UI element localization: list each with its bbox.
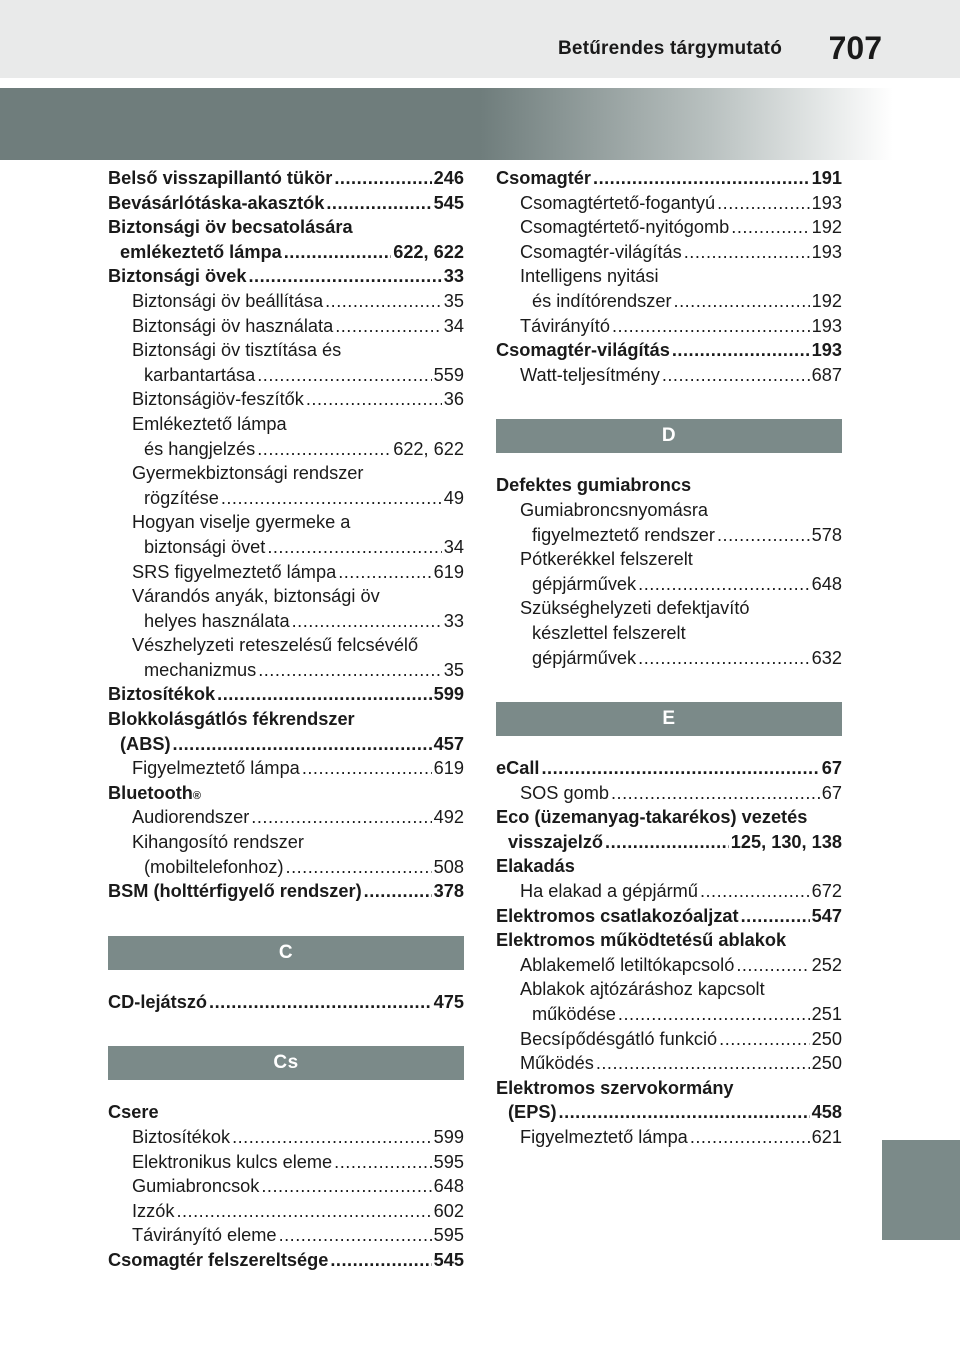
index-subentry: Emlékeztető lámpa és hangjelzés ..... 622, 622 <box>108 412 464 461</box>
index-subentry: SRS figyelmeztető lámpa ..... 619 <box>108 560 464 585</box>
index-subentry: Csomagtér-világítás ..... 193 <box>496 240 842 265</box>
index-entry: Elektromos szervokormány (EPS) ..... 458 <box>496 1076 842 1125</box>
index-entry: BSM (holttérfigyelő rendszer) ..... 378 <box>108 879 464 904</box>
index-entry: CD-lejátszó ..... 475 <box>108 990 464 1015</box>
index-subentry: Szükséghelyzeti defektjavító készlettel felszerelt gépjárművek ..... 632 <box>496 596 842 670</box>
index-entry: Biztosítékok ..... 599 <box>108 682 464 707</box>
index-entry: Elakadás <box>496 856 575 877</box>
index-subentry: Ha elakad a gépjármű ..... 672 <box>496 879 842 904</box>
section-header-d: D <box>496 419 842 453</box>
index-subentry: Intelligens nyitási és indítórendszer ..... 192 <box>496 264 842 313</box>
index-subentry: Biztonsági öv tisztítása és karbantartása ..... 559 <box>108 338 464 387</box>
index-subentry: SOS gomb ..... 67 <box>496 781 842 806</box>
index-subentry: Biztonsági öv használata ..... 34 <box>108 314 464 339</box>
index-subentry: Távirányító eleme ..... 595 <box>108 1223 464 1248</box>
section-header-c: C <box>108 936 464 970</box>
index-subentry: Biztonságiöv-feszítők ..... 36 <box>108 387 464 412</box>
index-subentry: Gumiabroncsok ..... 648 <box>108 1174 464 1199</box>
index-subentry: Pótkerékkel felszerelt gépjárművek ..... 648 <box>496 547 842 596</box>
index-subentry: Csomagtértető-nyitógomb ..... 192 <box>496 215 842 240</box>
index-entry: Biztonsági öv becsatolására emlékeztető lámpa ..... 622, 622 <box>108 215 464 264</box>
index-subentry: Hogyan viselje gyermeke a biztonsági övet ..... 34 <box>108 510 464 559</box>
index-entry: Csomagtér ..... 191 <box>496 166 842 191</box>
section-header-e: E <box>496 702 842 736</box>
header-bar <box>0 0 960 78</box>
index-entry: Csere <box>108 1102 159 1123</box>
index-entry: Defektes gumiabroncs <box>496 475 692 496</box>
index-entry: Belső visszapillantó tükör ..... 246 <box>108 166 464 191</box>
index-subentry: Figyelmeztető lámpa ..... 619 <box>108 756 464 781</box>
index-subentry: Működés ..... 250 <box>496 1051 842 1076</box>
index-entry: Biztonsági övek ..... 33 <box>108 264 464 289</box>
index-subentry: Várandós anyák, biztonsági öv helyes használata ..... 33 <box>108 584 464 633</box>
index-entry: Csomagtér felszereltsége ..... 545 <box>108 1248 464 1273</box>
index-subentry: Csomagtértető-fogantyú ..... 193 <box>496 191 842 216</box>
index-subentry: Távirányító ..... 193 <box>496 314 842 339</box>
page-number: 707 <box>828 30 882 66</box>
section-header-cs: Cs <box>108 1046 464 1080</box>
index-subentry: Biztosítékok ..... 599 <box>108 1125 464 1150</box>
index-entry: Elektromos csatlakozóaljzat ..... 547 <box>496 904 842 929</box>
index-subentry: Izzók ..... 602 <box>108 1199 464 1224</box>
index-entry: Bevásárlótáska-akasztók ..... 545 <box>108 191 464 216</box>
page-header-title: Betűrendes tárgymutató <box>558 38 782 59</box>
index-entry: Blokkolásgátlós fékrendszer (ABS) ..... 457 <box>108 707 464 756</box>
index-subentry: Biztonsági öv beállítása ..... 35 <box>108 289 464 314</box>
chapter-tab <box>882 1140 960 1240</box>
index-subentry: Audiorendszer ..... 492 <box>108 805 464 830</box>
index-subentry: Kihangosító rendszer (mobiltelefonhoz) ..... 508 <box>108 830 464 879</box>
index-subentry: Ablakok ajtózáráshoz kapcsolt működése ..... 251 <box>496 977 842 1026</box>
index-entry: Bluetooth ® <box>108 782 201 803</box>
index-column-right <box>496 166 842 1150</box>
index-entry: Csomagtér-világítás ..... 193 <box>496 338 842 363</box>
index-subentry: Becsípődésgátló funkció ..... 250 <box>496 1027 842 1052</box>
index-entry: Eco (üzemanyag-takarékos) vezetés visszajelző ..... 125, 130, 138 <box>496 805 842 854</box>
index-entry: Elektromos működtetésű ablakok <box>496 930 787 951</box>
index-subentry: Figyelmeztető lámpa ..... 621 <box>496 1125 842 1150</box>
index-subentry: Gyermekbiztonsági rendszer rögzítése ..... 49 <box>108 461 464 510</box>
index-entry: eCall ..... 67 <box>496 756 842 781</box>
index-subentry: Vészhelyzeti reteszelésű felcsévélő mechanizmus ..... 35 <box>108 633 464 682</box>
index-subentry: Watt-teljesítmény ..... 687 <box>496 363 842 388</box>
index-subentry: Gumiabroncsnyomásra figyelmeztető rendszer ..... 578 <box>496 498 842 547</box>
index-column-left <box>108 166 464 1273</box>
index-subentry: Ablakemelő letiltókapcsoló ..... 252 <box>496 953 842 978</box>
index-subentry: Elektronikus kulcs eleme ..... 595 <box>108 1150 464 1175</box>
header-banner <box>0 88 960 160</box>
